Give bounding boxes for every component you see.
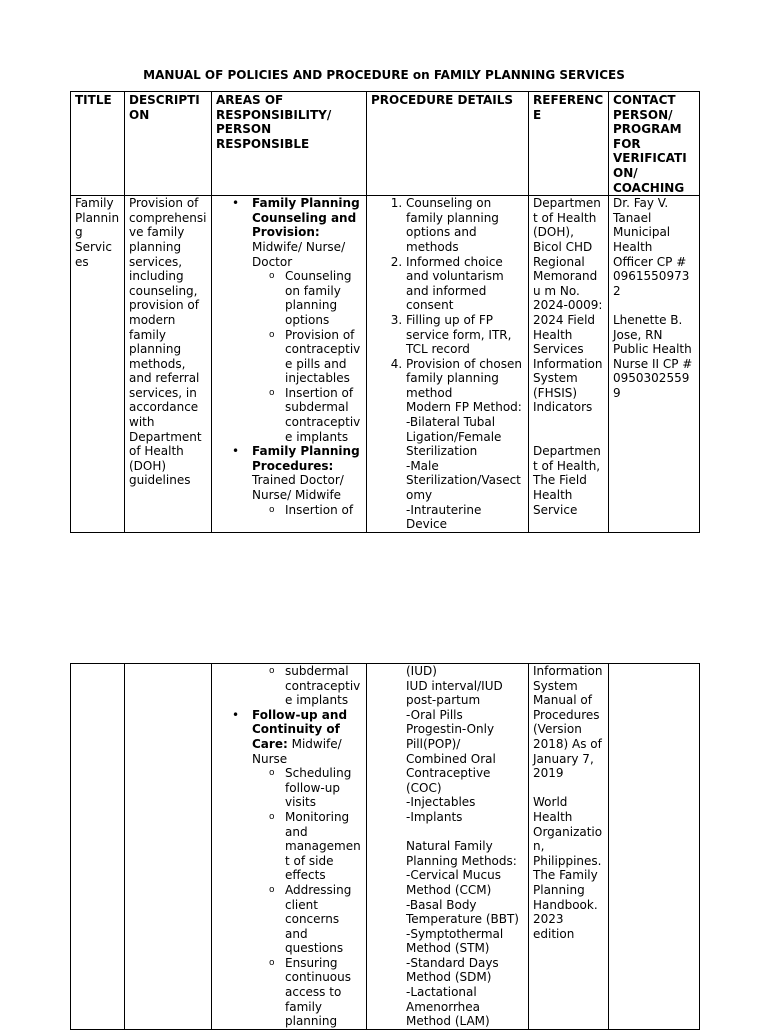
area-persons: Midwife/ Nurse	[252, 736, 342, 766]
method-line: -Standard Days Method (SDM)	[406, 955, 499, 985]
list-item: o Counseling on family planning options	[285, 269, 362, 327]
reference-entry: Departmen t of Health (DOH), Bicol CHD Regional Memorandu m No. 2024-0009: 2024 Field Health Services Information System (FHSIS) Indicators	[533, 196, 603, 415]
area-heading: Follow-up and Continuity of Care:	[252, 707, 348, 751]
header-reference: REFERENC E	[529, 92, 609, 196]
method-line: Natural Family Planning Methods:	[406, 839, 517, 868]
area-heading: Family Planning Counseling and Provision:	[252, 196, 360, 240]
cell-contact	[609, 664, 700, 1030]
reference-entry: Information System Manual of Procedures (Version 2018) As of January 7, 2019	[533, 664, 603, 781]
procedure-step: 3. Filling up of FP service form, ITR, TCL record	[406, 313, 524, 357]
procedure-step	[406, 357, 524, 532]
list-item	[252, 444, 362, 517]
method-line: -Male Sterilization/Vasect omy	[406, 458, 521, 503]
list-item: o Insertion of	[285, 503, 362, 518]
method-line: -Cervical Mucus Method (CCM)	[406, 868, 501, 897]
policy-table-page-part-2	[70, 663, 700, 1030]
cell-description	[125, 664, 212, 1030]
reference-entry: World Health Organizatio n, Philippines. The Family Planning Handbook. 2023 edition	[533, 795, 603, 941]
procedure-step: 1. Counseling on family planning options and methods	[406, 196, 524, 254]
cell-areas	[212, 196, 367, 533]
method-line: -Bilateral Tubal Ligation/Female Sterilization	[406, 415, 502, 459]
method-line: -Injectables	[406, 795, 476, 810]
header-title: TITLE	[71, 92, 125, 196]
table-row	[71, 196, 700, 533]
reference-entry: Departmen t of Health, The Field Health Service	[533, 444, 601, 517]
cell-contact	[609, 196, 700, 533]
list-item	[252, 196, 362, 444]
method-line: (IUD)	[406, 664, 437, 678]
method-line: -Oral Pills Progestin-Only Pill(POP)/ Combined Oral Contraceptive (COC)	[406, 707, 496, 795]
cell-reference	[529, 664, 609, 1030]
cell-title: Family Plannin g Servic es	[71, 196, 125, 533]
list-item-continuation: o subdermal contraceptiv e implants	[285, 664, 362, 708]
procedure-step: 2. Informed choice and voluntarism and informed consent	[406, 255, 524, 313]
list-item: o Scheduling follow-up visits	[285, 766, 362, 810]
method-line: -Implants	[406, 809, 463, 824]
cell-procedure	[367, 664, 529, 1030]
list-item	[252, 664, 362, 708]
list-item: o Insertion of subdermal contraceptiv e implants	[285, 386, 362, 444]
method-line: -Intrauterine Device	[406, 502, 482, 532]
area-persons: Midwife/ Nurse/ Doctor	[252, 239, 346, 269]
contact-person: Lhenette B. Jose, RN Public Health Nurse II CP # 0950302559 9	[613, 312, 693, 400]
procedure-step-text: Provision of chosen family planning method	[406, 356, 522, 400]
cell-areas	[212, 664, 367, 1030]
list-item: o Monitoring and managemen t of side effects	[285, 810, 362, 883]
list-item	[252, 708, 362, 1029]
list-item: o Addressing client concerns and questions	[285, 883, 362, 956]
header-areas: AREAS OF RESPONSIBILITY/ PERSON RESPONSIBLE	[212, 92, 367, 196]
cell-reference	[529, 196, 609, 533]
method-line: -Lactational Amenorrhea Method (LAM)	[406, 985, 490, 1029]
list-item: o Ensuring continuous access to family planning	[285, 956, 362, 1029]
area-heading: Family Planning Procedures:	[252, 444, 360, 473]
method-line: IUD interval/IUD post-partum	[406, 678, 503, 708]
list-item: o Provision of contraceptiv e pills and injectables	[285, 328, 362, 386]
cell-procedure	[367, 196, 529, 533]
area-persons: Trained Doctor/ Nurse/ Midwife	[252, 473, 344, 503]
header-procedure: PROCEDURE DETAILS	[367, 92, 529, 196]
method-line: -Symptothermal Method (STM)	[406, 926, 504, 956]
table-row	[71, 664, 700, 1030]
method-line: Modern FP Method:	[406, 400, 522, 415]
cell-description: Provision of comprehensi ve family planning services, including counseling, provision of modern family planning methods, and referral services, in accordance with Department of Health (DOH) guidelines	[125, 196, 212, 533]
table-header-row	[71, 92, 700, 196]
header-description: DESCRIPTI ON	[125, 92, 212, 196]
contact-person: Dr. Fay V. Tanael Municipal Health Officer CP # 0961550973 2	[613, 196, 690, 298]
header-contact: CONTACT PERSON/ PROGRAM FOR VERIFICATI ON/ COACHING	[609, 92, 700, 196]
cell-title	[71, 664, 125, 1030]
method-line: -Basal Body Temperature (BBT)	[406, 897, 519, 927]
document-title: MANUAL OF POLICIES AND PROCEDURE on FAMILY PLANNING SERVICES	[143, 68, 625, 82]
policy-table-page-part-1	[70, 91, 700, 533]
